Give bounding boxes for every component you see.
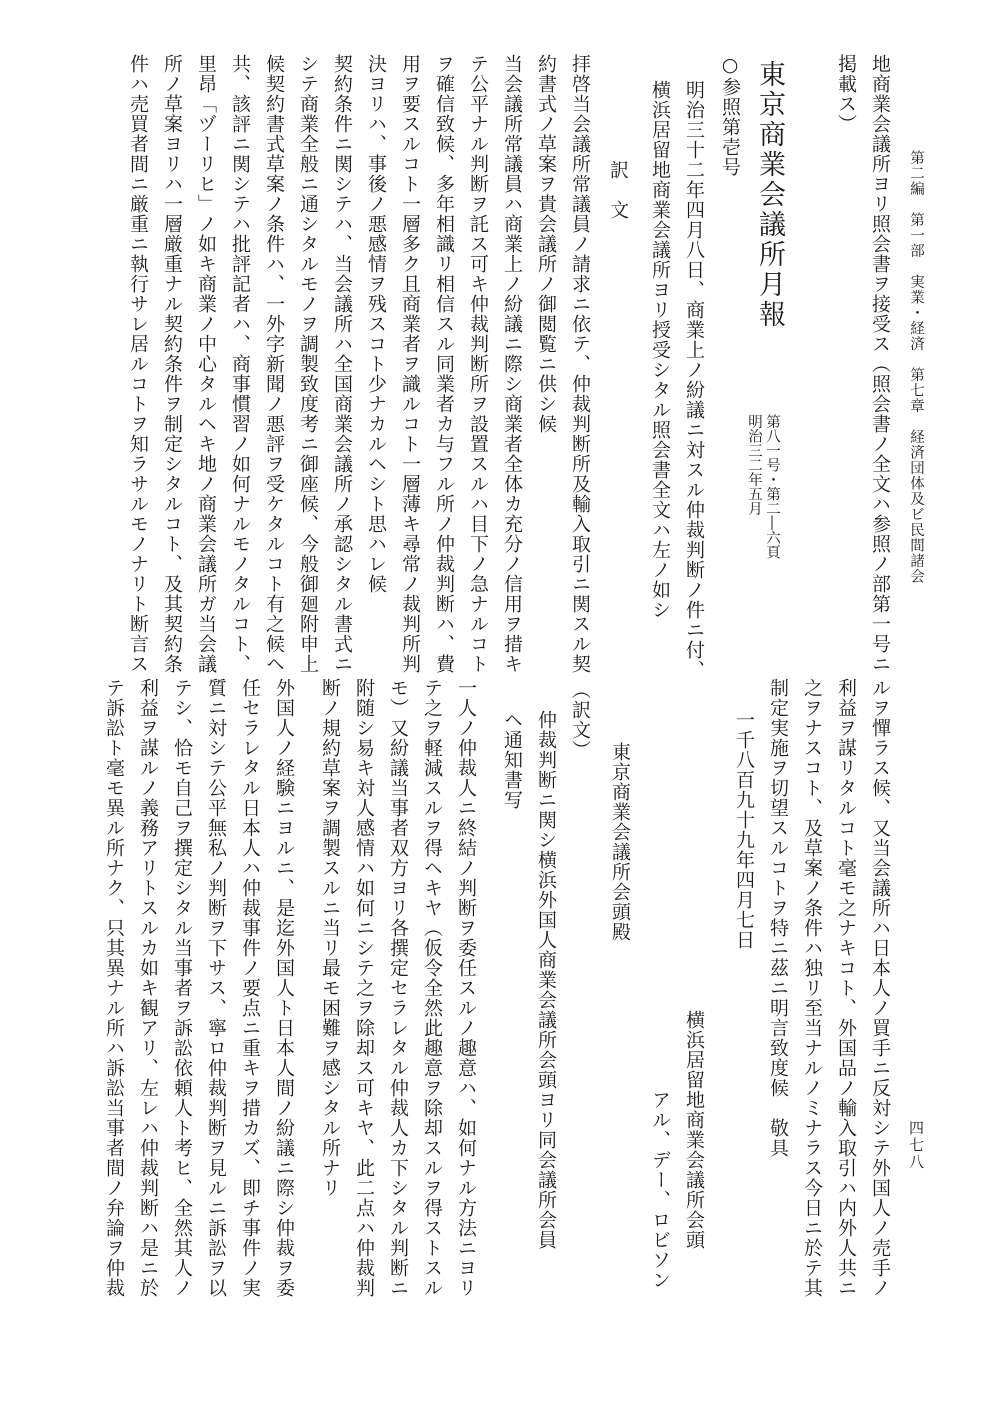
text-column: 制定実施ヲ切望スルコトヲ特ニ茲ニ明言致度候 敬具	[767, 678, 789, 1158]
text-column: 拝啓当会議所常議員ノ請求ニ依テ、仲裁判断所及輸入取引ニ関スル契	[569, 54, 591, 674]
text-column: テシ、恰モ自己ヲ撰定シタル当事者ヲ訴訟依頼人ト考ヒ、全然其人ノ	[171, 678, 193, 1298]
letter-date: 一千八百九十九年四月七日	[733, 710, 755, 950]
text-column: 明治三十二年四月八日、商業上ノ紛議ニ対スル仲裁判断ノ件ニ付、	[683, 80, 705, 680]
sender-name: アル、デー、ロビソン	[649, 1090, 671, 1290]
section-heading: （訳文）	[569, 680, 591, 760]
text-column: ヲ確信致候、多年相識リ相信スル同業者カ与フル所ノ仲裁判断ハ、費	[433, 54, 455, 674]
sender-title: 横浜居留地商業会議所会頭	[683, 1010, 705, 1250]
text-column: 契約条件ニ関シテハ、当会議所ハ全国商業会議所ノ承認シタル書式ニ	[331, 54, 353, 674]
source-note-line: 第八一号・第二―六頁	[764, 414, 780, 559]
text-column: 一人ノ仲裁人ニ終結ノ判断ヲ委任スルノ趣意ハ、如何ナル方法ニヨリ	[455, 678, 477, 1298]
text-column: ヘ通知書写	[501, 710, 523, 810]
text-column: ルヲ憚ラス候、又当会議所ハ日本人ノ買手ニ反対シテ外国人ノ売手ノ	[869, 678, 891, 1298]
text-column: 約書式ノ草案ヲ貴会議所ノ御閲覧ニ供シ候	[535, 54, 557, 434]
text-column: テ之ヲ軽減スルヲ得ヘキヤ（仮令全然此趣意ヲ除却スルヲ得ストスル	[421, 678, 443, 1298]
source-note-line: 明治三二年五月	[746, 414, 762, 516]
text-column: 断ノ規約草案ヲ調製スルニ当リ最モ困難ヲ感シタル所ナリ	[319, 678, 341, 1198]
text-column: 任セラレタル日本人ハ仲裁事件ノ要点ニ重キヲ措カズ、即チ事件ノ実	[239, 678, 261, 1298]
text-column: 利益ヲ謀ルノ義務アリトスルカ如キ観アリ、左レハ仲裁判断ハ是ニ於	[137, 678, 159, 1298]
text-column: 外国人ノ経験ニヨルニ、是迄外国人ト日本人間ノ紛議ニ際シ仲裁ヲ委	[273, 678, 295, 1298]
text-column: 掲載ス）	[835, 54, 857, 134]
text-column: 横浜居留地商業会議所ヨリ授受シタル照会書全文ハ左ノ如シ	[649, 80, 671, 620]
text-column: テ公平ナル判断ヲ託ス可キ仲裁判断所ヲ設置スルハ目下ノ急ナルコト	[467, 54, 489, 674]
text-column: 質ニ対シテ公平無私ノ判断ヲ下サス、寧ロ仲裁判断ヲ見ルニ訴訟ヲ以	[205, 678, 227, 1298]
reference-heading: ○参照第壱号	[719, 54, 741, 177]
text-column: 地商業会議所ヨリ照会書ヲ接受ス（照会書ノ全文ハ参照ノ部第一号ニ	[869, 54, 891, 674]
text-column: 里昂「ヅーリヒ」ノ如キ商業ノ中心タルヘキ地ノ商業会議所ガ当会議	[195, 54, 217, 674]
text-column: 当会議所常議員ハ商業上ノ紛議ニ際シ商業者全体カ充分ノ信用ヲ措キ	[501, 54, 523, 674]
text-column: シテ商業全般ニ通シタルモノヲ調製致度考ニ御座候、今般御廻附申上	[297, 54, 319, 674]
running-head: 第二編 第一部 実業・経済 第七章 経済団体及ビ民間諸会	[908, 150, 924, 584]
publication-title: 東京商業会議所月報	[754, 60, 785, 330]
text-column: 件ハ売買者間ニ厳重ニ執行サレ居ルコトヲ知ラサルモノナリト断言ス	[127, 54, 149, 674]
recipient: 東京商業会議所会頭殿	[609, 742, 631, 942]
text-column: 之ヲナスコト、及草案ノ条件ハ独リ至当ナルノミナラス今日ニ於テ其	[801, 678, 823, 1298]
page-number: 四七八	[907, 1120, 925, 1171]
text-column: 候契約書式草案ノ条件ハ、一外字新聞ノ悪評ヲ受ケタルコト有之候ヘ	[263, 54, 285, 674]
section-heading: 訳 文	[607, 160, 629, 220]
text-column: モ）又紛議当事者双方ヨリ各撰定セラレタル仲裁人カ下シタル判断ニ	[387, 678, 409, 1298]
text-column: 利益ヲ謀リタルコト毫モ之ナキコト、外国品ノ輸入取引ハ内外人共ニ	[835, 678, 857, 1298]
text-column: 決ヨリハ、事後ノ悪感情ヲ残スコト少ナカルヘシト思ハレ候	[365, 54, 387, 594]
text-column: 仲裁判断ニ関シ横浜外国人商業会議所会頭ヨリ同会議所会員	[535, 710, 557, 1250]
text-column: 用ヲ要スルコト一層多ク且商業者ヲ識ルコト一層薄キ尋常ノ裁判所判	[399, 54, 421, 674]
text-column: テ訴訟ト毫モ異ル所ナク、只其異ナル所ハ訴訟当事者間ノ弁論ヲ仲裁	[103, 678, 125, 1298]
text-column: 所ノ草案ヨリハ一層厳重ナル契約条件ヲ制定シタルコト、及其契約条	[161, 54, 183, 674]
text-column: 共、該評ニ関シテハ批評記者ハ、商事慣習ノ如何ナルモノタルコト、	[229, 54, 251, 674]
text-column: 附随シ易キ対人感情ハ如何ニシテ之ヲ除却ス可キヤ、此二点ハ仲裁判	[353, 678, 375, 1298]
